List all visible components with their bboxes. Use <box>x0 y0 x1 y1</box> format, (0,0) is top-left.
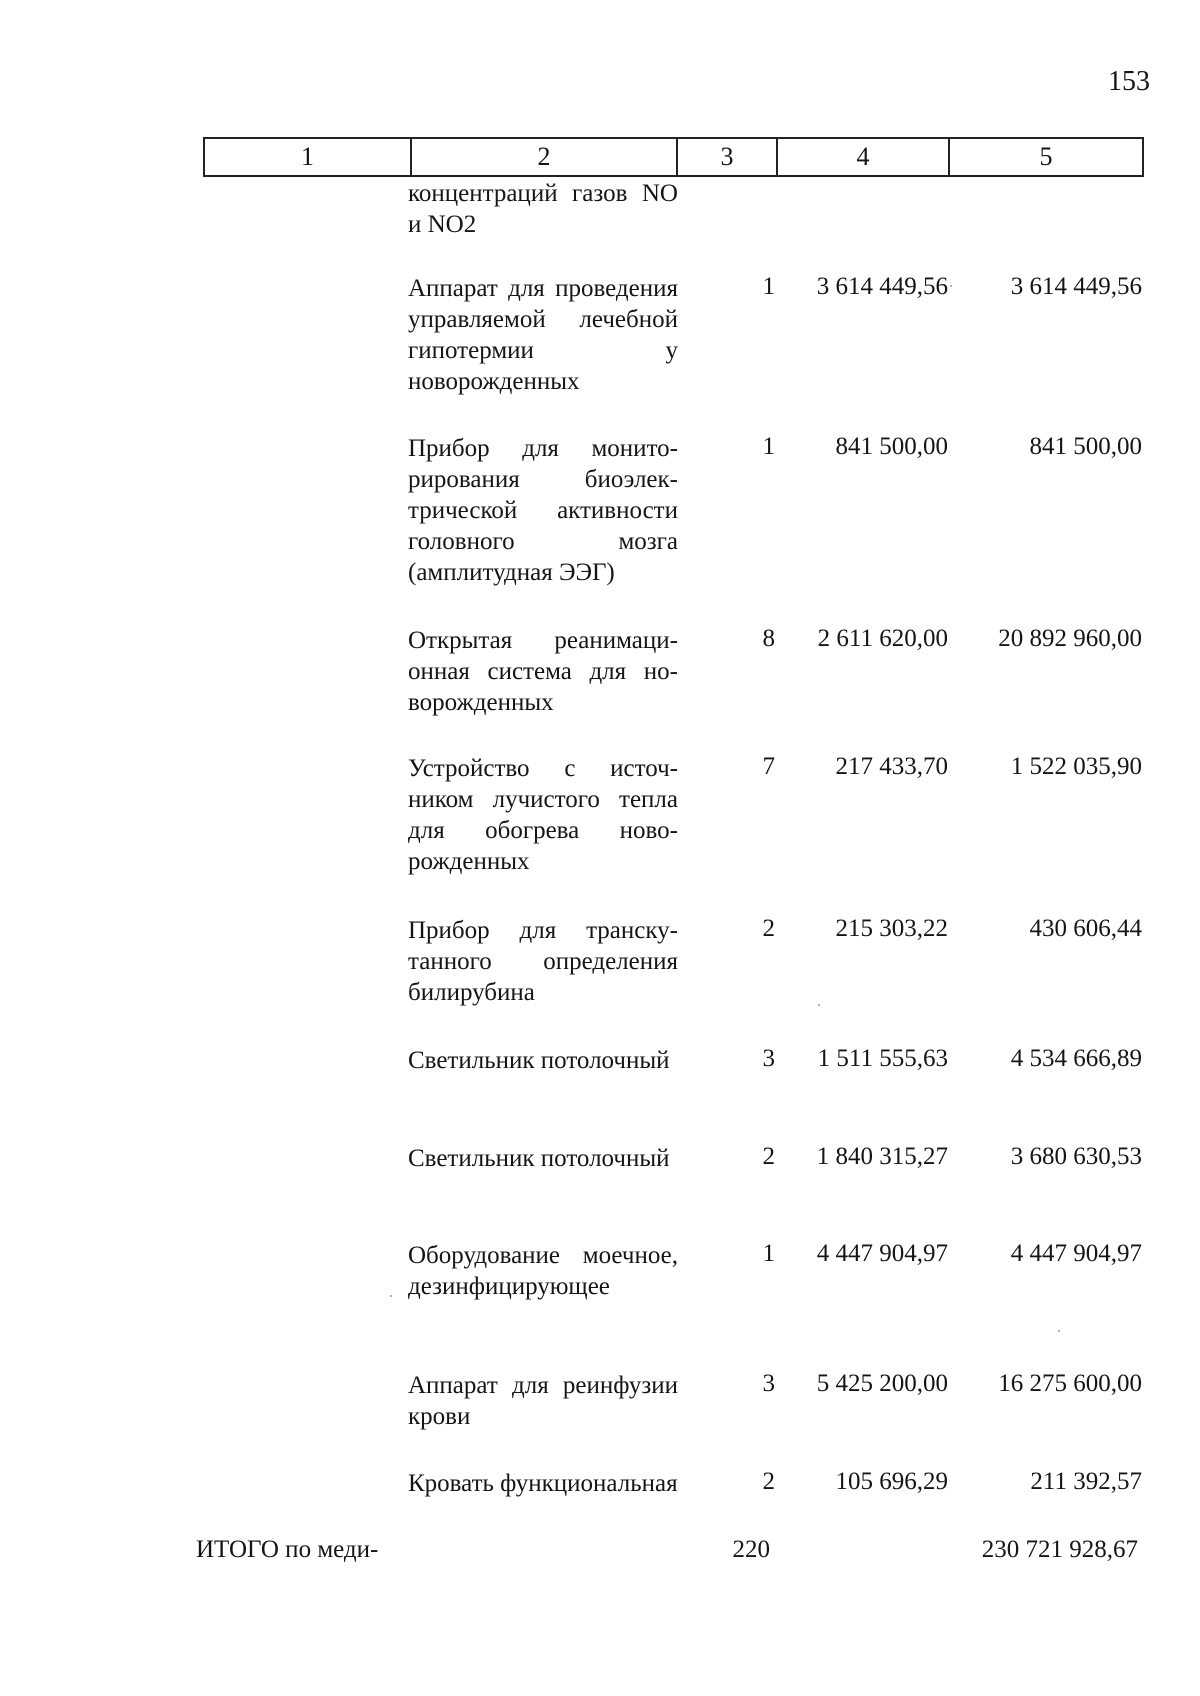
item-price: 2 611 620,00 <box>817 625 948 652</box>
item-qty: 3 <box>762 1370 775 1397</box>
item-name: Аппарат для проведения управляемой лечебной гипотермии у новорожденных <box>408 275 678 395</box>
item-sum: 16 275 600,00 <box>998 1370 1142 1397</box>
item-sum: 4 447 904,97 <box>1010 1240 1142 1267</box>
item-sum: 841 500,00 <box>1029 433 1142 460</box>
item-name: Аппарат для реинфузии крови <box>408 1372 678 1430</box>
item-sum: 211 392,57 <box>1030 1468 1142 1495</box>
header-col-4: 4 <box>778 139 950 175</box>
item-qty: 1 <box>762 1240 775 1267</box>
item-name: Прибор для мониторирования биоэлектрической активности головного мозга (амплитудная ЭЭГ) <box>408 435 678 586</box>
header-col-5: 5 <box>1039 142 1053 171</box>
item-qty: 8 <box>762 625 775 652</box>
item-name: Оборудование моечное, дезинфицирующее <box>408 1242 678 1300</box>
item-price: 4 447 904,97 <box>816 1240 948 1267</box>
scan-speck <box>950 285 952 287</box>
item-sum: 430 606,44 <box>1029 915 1142 942</box>
item-qty: 7 <box>762 753 775 780</box>
item-price: 841 500,00 <box>835 433 948 460</box>
header-col-3: 3 <box>678 139 778 175</box>
page-number: 153 <box>1108 66 1150 97</box>
item-qty: 2 <box>762 915 775 942</box>
scan-speck <box>818 1004 820 1006</box>
item-price: 217 433,70 <box>835 753 948 780</box>
item-sum: 20 892 960,00 <box>998 625 1142 652</box>
scan-speck <box>390 1295 392 1297</box>
item-name: концентраций газов NO и NO2 <box>408 180 678 238</box>
item-qty: 2 <box>762 1143 775 1170</box>
item-sum: 4 534 666,89 <box>1010 1045 1142 1072</box>
item-sum: 3 614 449,56 <box>1010 273 1142 300</box>
header-col-1: 1 <box>205 139 412 175</box>
total-sum: 230 721 928,67 <box>981 1536 1138 1563</box>
item-name: Прибор для транскутанного определения билирубина <box>408 917 678 1006</box>
item-price: 215 303,22 <box>835 915 948 942</box>
header-col-2: 2 <box>412 139 678 175</box>
total-label: ИТОГО по меди- <box>196 1536 379 1563</box>
item-price: 105 696,29 <box>835 1468 948 1495</box>
item-sum: 1 522 035,90 <box>1010 753 1142 780</box>
item-price: 1 511 555,63 <box>817 1045 948 1072</box>
item-qty: 3 <box>762 1045 775 1072</box>
total-qty: 220 <box>732 1536 770 1563</box>
item-qty: 1 <box>762 433 775 460</box>
scan-speck <box>1058 1330 1060 1332</box>
table-header <box>203 137 1144 177</box>
item-name: Устройство с источником лучистого тепла для обогрева новорожденных <box>408 755 678 875</box>
item-qty: 1 <box>762 273 775 300</box>
item-name: Светильник потолочный <box>408 1145 670 1172</box>
item-price: 5 425 200,00 <box>816 1370 948 1397</box>
item-name: Светильник потолочный <box>408 1047 670 1074</box>
item-name: Кровать функциональная <box>408 1470 678 1497</box>
item-price: 1 840 315,27 <box>816 1143 948 1170</box>
item-qty: 2 <box>762 1468 775 1495</box>
item-price: 3 614 449,56 <box>816 273 948 300</box>
item-name: Открытая реанимационная система для новорожденных <box>408 627 678 716</box>
item-sum: 3 680 630,53 <box>1010 1143 1142 1170</box>
